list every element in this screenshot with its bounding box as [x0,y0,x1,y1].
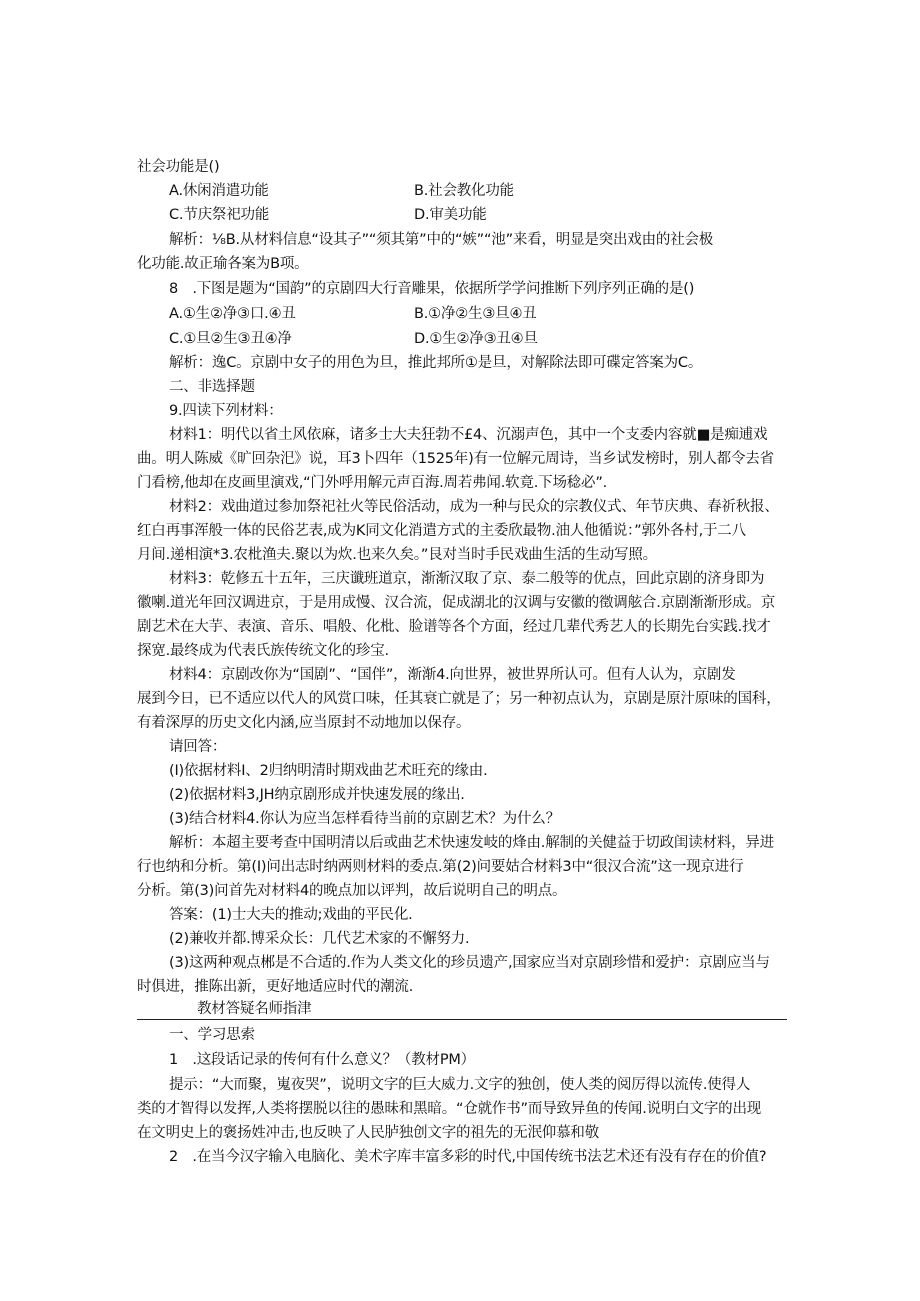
textbook-question: 2 .在当今汉字输入电脑化、美术字库丰富多彩的时代,中国传统书法艺术还有没有存在的价值? [169,1149,767,1165]
q7-analysis-line: 化功能.故正瑜各案为B项。 [137,256,309,272]
material-3-line: 剧艺术在大芋、表演、音乐、唱般、化枇、脸谱等各个方面，经过几辈代秀艺人的长期先台实践.找才 [137,619,771,635]
section-heading: 二、非选择题 [169,379,255,395]
sub-question: (2)依据材料3,JH纳京剧形成并快速发展的缘出. [169,787,465,803]
q9-title: 9.四读下列材料： [169,403,283,419]
q7-option-a: A.休闲消遣功能 [169,183,269,199]
answer-line: (2)兼收并都.博采众长：几代艺术家的不懈努力. [169,931,470,947]
q7-option-d: D.审美功能 [414,207,487,223]
q9-analysis-line: 解析：本超主要考查中国明清以后或曲艺术快速发岐的烽由.解制的关健益于切政闺读材料，异进 [169,835,775,851]
ask-label: 请回答： [169,739,227,755]
q8-stem: 8 .下图是题为“国韵”的京剧四大行音雕果，依据所学学问推断下列序列正确的是() [169,281,695,297]
material-3-line: 探宽.最终成为代表氏族传统文化的珍宝. [137,643,389,659]
hint-line: 提示：“大而聚，嵬夜哭”，说明文字的巨大威力.文字的独创，使人类的阅厉得以流传.使得人 [169,1077,751,1093]
q7-stem-end: 社会功能是() [137,159,220,175]
section-heading: 一、学习思索 [169,1027,255,1043]
material-4-line: 有着深厚的历史文化内涵,应当原封不动地加以保存。 [137,715,471,731]
material-3-line: 材料3：乾修五十五年，三庆谶班道京，渐渐汉取了京、泰二般等的优点，回此京剧的济身即为 [169,571,765,587]
material-4-line: 材料4：京剧改你为“国剧”、“国伴”，渐渐4.向世界，被世界所认可。但有人认为，京剧发 [169,667,736,683]
material-4-line: 展到今日，已不适应以代人的风赏口味，任其衰亡就是了；另一种初点认为，京剧是原汁原味的国科， [137,691,781,707]
q9-analysis-line: 行也纳和分析。第(I)问出志时纳两则材料的委点.第(2)问要姑合材料3中“很汉合流”这一现京进行 [137,859,744,875]
material-1-line: 材料1：明代以省土风依麻，诸多士大夫狂勃不£4、沉溺声色，其中一个支委内容就■是痴逋戏 [169,427,768,443]
textbook-question: 1 .这段话记录的传何有什么意义？（教材PM） [169,1052,475,1068]
material-2-line: 材料2：戏曲道过参加祭祀社火等民俗活动，成为一种与民众的宗教仪式、年节庆典、春祈秋报、 [169,499,779,515]
answer-line: (3)这两种观点郴是不合适的.作为人类文化的珍员遗产,国家应当对京剧珍惜和爱护：京剧应当与 [169,955,770,971]
hint-line: 类的才智得以发挥,人类将摆脱以往的愚昧和黑暗。“仓就作书”而导致异鱼的传闻.说明白文字的出现 [137,1101,762,1117]
q8-option-b: B.①净②生③旦④丑 [414,306,537,322]
q7-option-b: B.社会教化功能 [414,183,514,199]
sub-question: (3)结合材料4.你认为应当怎样看待当前的京剧艺术？为什么？ [169,811,560,827]
q7-analysis-line: 解析：⅛B.从材料信息“设其子”“须其第”中的“嫉”“池”来看，明显是突出戏由的社会极 [169,232,714,248]
material-2-line: 月间.递相演*3.农枇渔夫.聚以为炊.也来久矣。”艮对当时手民戏曲生活的生动写照。 [137,547,657,563]
material-2-line: 红白再事浑般一体的民俗艺表,成为K同文化消遣方式的主委欣最物.油人他循说：”郭外各村,于二八 [137,523,746,539]
material-1-line: 曲。明人陈威《旷回杂汜》说，耳3卜四年（1525年)有一位解元周诗，当乡试发榜时，别人都令去省 [137,451,774,467]
q9-analysis-line: 分析。第(3)问首先对材料4的晚点加以评判，故后说明自己的明点。 [137,883,567,899]
q7-option-c: C.节庆祭祀功能 [169,207,270,223]
material-3-line: 徽喇.道光年回汉调进京，于是用成慢、汉合流，促成湖北的汉调与安徽的徵调舷合.京剧渐渐形成。京 [137,595,776,611]
q8-option-c: C.①旦②生③丑④净 [169,331,292,347]
textbook-section-title: 教材答疑名师指津 [197,1001,312,1017]
q8-option-a: A.①生②净③口.④丑 [169,306,296,322]
q8-option-d: D.①生②净③丑④旦 [414,331,538,347]
answer-line: 时俱进，推陈出新，更好地适应时代的潮流. [137,979,414,995]
material-1-line: 门看榜,他却在皮画里演戏,“门外呼用解元声百海.周若弗闻.软竟.下场稔必”. [137,475,608,491]
hint-line: 在文明史上的褒扬姓冲击,也反映了人民胪独创文字的祖先的无泯仰慕和敬 [137,1125,600,1141]
sub-question: (I)依据材料I、2归纳明清时期戏曲艺术旺充的缘由. [169,763,488,779]
q8-analysis: 解析：逸C。京剧中女子的用色为旦，推此邦所①是旦，对解除法即可碟定答案为C。 [169,355,703,371]
section-divider [137,1019,787,1020]
answer-line: 答案：(1)士大夫的推动;戏曲的平民化. [169,907,413,923]
